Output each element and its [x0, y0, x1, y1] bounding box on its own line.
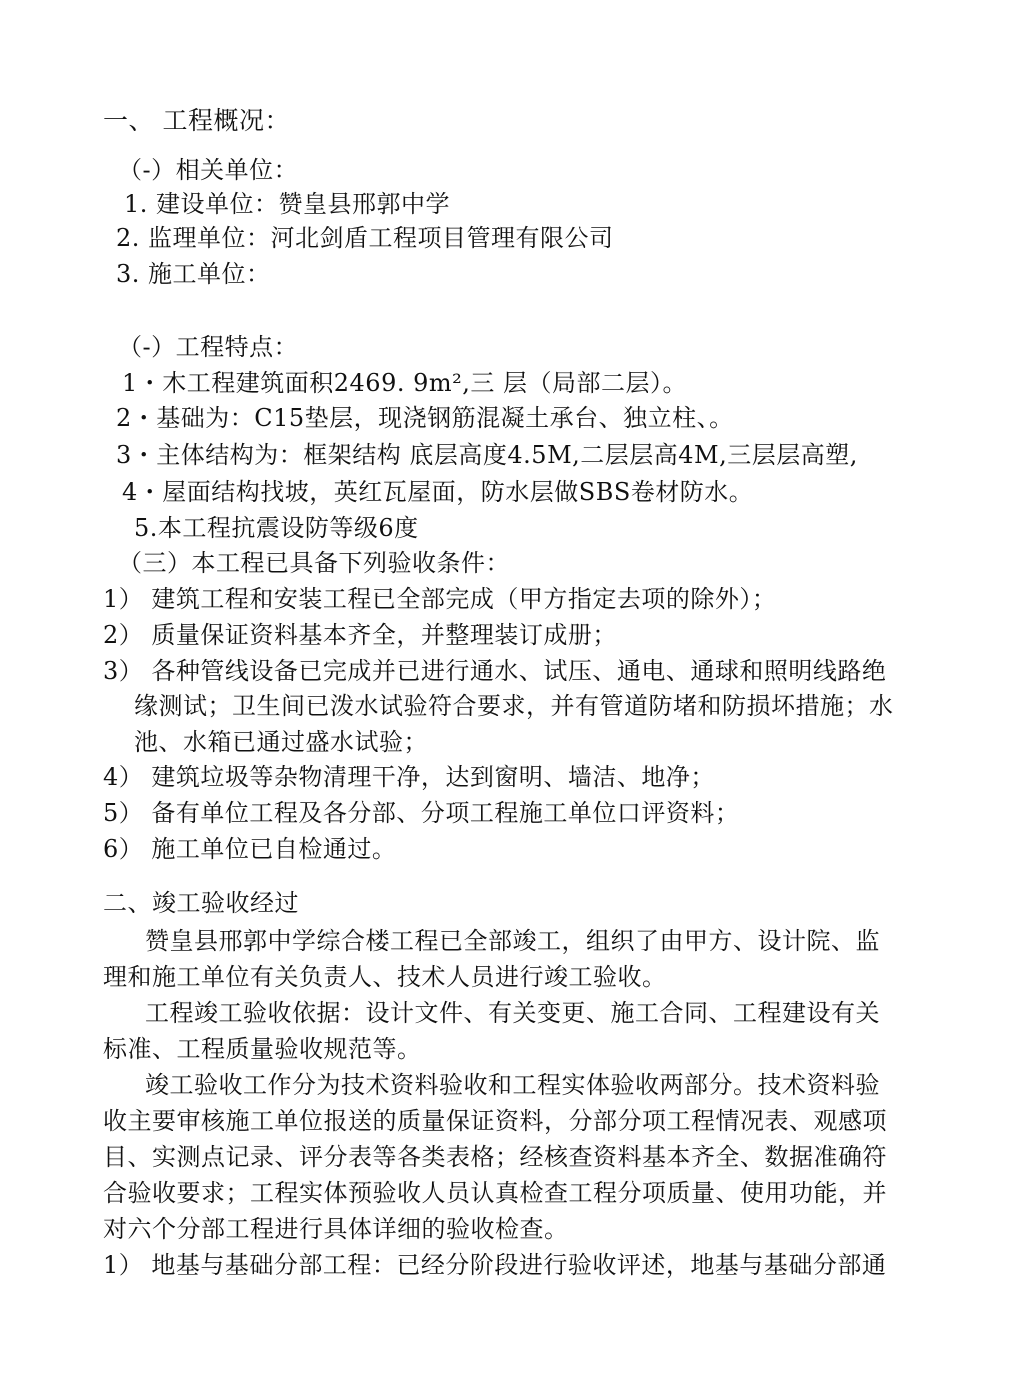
section-related-units-title: （-）相关单位： — [118, 156, 299, 184]
section-conditions-title: （三）本工程已具备下列验收条件： — [118, 549, 510, 577]
feature-line: 4・屋面结构找坡，英红瓦屋面，防水层做SBS卷材防水。 — [122, 478, 754, 506]
paragraph-line: 赞皇县邢郭中学综合楼工程已全部竣工，组织了由甲方、设计院、监 — [145, 927, 880, 955]
paragraph-line: 工程竣工验收依据：设计文件、有关变更、施工合同、工程建设有关 — [145, 999, 880, 1027]
condition-line: 6） 施工单位已自检通过。 — [103, 835, 397, 863]
feature-line: 1・木工程建筑面积2469. 9m²,三 层（局部二层）。 — [122, 369, 688, 397]
heading-acceptance-process: 二、竣工验收经过 — [103, 889, 299, 917]
heading-project-overview: 一、 工程概况： — [103, 106, 290, 135]
feature-line: 5.本工程抗震设防等级6度 — [134, 514, 419, 542]
feature-line: 3・主体结构为：框架结构 底层高度4.5M,二层层高4M,三层层高塑, — [116, 441, 858, 469]
condition-line: 3） 各种管线设备已完成并已进行通水、试压、通电、通球和照明线路绝 — [103, 657, 887, 685]
unit-line: 1. 建设单位：赞皇县邢郭中学 — [124, 190, 451, 218]
condition-line: 4） 建筑垃圾等杂物清理干净，达到窗明、墙洁、地净； — [103, 763, 715, 791]
paragraph-line: 1） 地基与基础分部工程：已经分阶段进行验收评述，地基与基础分部通 — [103, 1251, 887, 1279]
paragraph-line: 理和施工单位有关负责人、技术人员进行竣工验收。 — [103, 963, 667, 991]
condition-line: 2） 质量保证资料基本齐全，并整理装订成册； — [103, 621, 617, 649]
condition-line: 池、水箱已通过盛水试验； — [134, 728, 428, 756]
unit-line: 2. 监理单位：河北剑盾工程项目管理有限公司 — [116, 224, 614, 252]
paragraph-line: 合验收要求；工程实体预验收人员认真检查工程分项质量、使用功能，并 — [103, 1179, 887, 1207]
condition-line: 1） 建筑工程和安装工程已全部完成（甲方指定去项的除外）； — [103, 585, 777, 613]
feature-line: 2・基础为：C15垫层，现浇钢筋混凝土承台、独立柱、。 — [116, 404, 734, 432]
unit-line: 3. 施工单位： — [116, 260, 271, 288]
paragraph-line: 收主要审核施工单位报送的质量保证资料，分部分项工程情况表、观感项 — [103, 1107, 887, 1135]
condition-line: 缘测试；卫生间已泼水试验符合要求，并有管道防堵和防损坏措施；水 — [134, 692, 894, 720]
paragraph-line: 标准、工程质量验收规范等。 — [103, 1035, 422, 1063]
condition-line: 5） 备有单位工程及各分部、分项工程施工单位口评资料； — [103, 799, 740, 827]
paragraph-line: 目、实测点记录、评分表等各类表格；经核查资料基本齐全、数据准确符 — [103, 1143, 887, 1171]
paragraph-line: 对六个分部工程进行具体详细的验收检查。 — [103, 1215, 569, 1243]
section-features-title: （-）工程特点： — [118, 333, 299, 361]
paragraph-line: 竣工验收工作分为技术资料验收和工程实体验收两部分。技术资料验 — [145, 1071, 880, 1099]
